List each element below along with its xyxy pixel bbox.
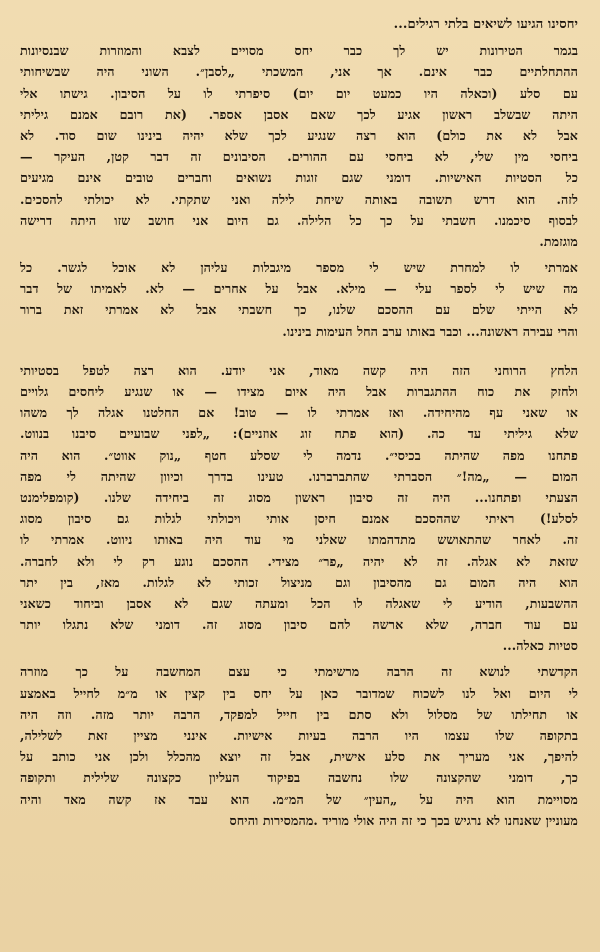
text-line: לזה. הוא דרש תשובה באותה שיחת לילה ואני שתקתי. לא יכולתי להסכים.: [20, 191, 578, 207]
text-line: עם עוד חברה, שלא ארשה להם סיבון מסוג זה. דומני שלא נתגלו יותר: [20, 617, 578, 633]
text-line: אמרתי לו למחרת שיש לי מספר מיגבלות עליהן לא אוכל לגשר. כל: [20, 260, 578, 276]
text-line: הצעתי ופתחנו... היה זה סיבון ראשון מסוג זה ביחידה שלנו. (קומפלימנט: [20, 489, 578, 505]
text-line: ביחסי מין שלי, לא ביחסי עם ההורים. הסיבונים זה דבר קטן, העיקר —: [20, 149, 578, 165]
text-line: כך, דומני שהקצונה שלו נחשבה בפיקוד העליון כקצונה שלילית ותקופה: [20, 770, 578, 786]
paragraph: [20, 40, 578, 252]
text-line: המום — „מה!״ הסברתי שהתברברנו. טעינו בדרך וכיוון שהיתה לי מפה: [20, 468, 578, 484]
text-line: סטיות כאלה...: [502, 638, 578, 654]
text-line: או תחילתו של מסלול ולא סתם בין חייל למפקד, הרבה יותר מזה. וזה היה: [20, 706, 578, 722]
text-line: הקדשתי לנושא זה הרבה מרשימתי כי עצם המחשבה על כך מוזרה: [20, 664, 578, 680]
text-line: והרי עבירה ראשונה... וכבר באותו ערב החל העימות בינינו.: [282, 323, 578, 339]
text-line: להיפך, אני מעריך את סלע אישית, אבל זה יוצא מהכלל ולכן אני כותב על: [20, 749, 578, 765]
text-line: בגמר הטירונות יש לך כבר יחס מסויים לצבא והמוזרות שבנסיונות: [20, 43, 578, 59]
text-line: לבסוף סיכמנו. חשבתי על כך כל הלילה. גם היום אני חושב שזו היתה דרישה: [20, 212, 578, 228]
text-line: שלא גיליתי עד כה. (הוא פתח זוג אוזניים): „לפני שבועיים סיבנו בנווט.: [20, 426, 578, 442]
paragraph: [20, 360, 578, 657]
text-line: ולחזק את כוח ההתגברות אבל היה איום מצידו — או שנגיע ליחסים גלויים: [20, 384, 578, 399]
text-line: מוגזמת.: [539, 233, 578, 249]
section-heading: יחסינו הגיעו לשיאים בלתי רגילים...: [393, 17, 578, 32]
text-line: שזאת לא אגלה. זה לא יהיה „פר״ מצידי. ההסכם נוגע רק לי ולא לחברה.: [20, 553, 578, 569]
text-line: לי היום ואל לנו לשכוח שמדובר כאן על יחס בין קצין או מ״מ לחייל באמצע: [20, 685, 578, 701]
text-line: מעוניין שאנחנו לא נרגיש בכך כי זה היה אולי מוריד .מהמסירות והיחס: [229, 812, 578, 828]
text-line: הלחץ הרוחני הזה היה קשה מאוד, אני יודע. הוא רצה לטפל בסטיותי: [20, 362, 578, 378]
text-line: ההשבעות, הודיע לי שאגלה לו הכל ומעתה שגם לא אסבן וביחוד כשאני: [20, 595, 578, 611]
text-line: פתחנו מפה שהיתה בכיסי״. נדמה לי שסלע חטף „נוק אווט״. הוא היה: [20, 447, 578, 463]
page-body: [20, 40, 578, 831]
text-line: מסויימת הוא היה על „העין״ של המ״מ. הוא עבד אז קשה מאד והיה: [20, 791, 578, 807]
text-line: היתה שבשלב ראשון אגיע לכך שאם אסבן אספר. (את רובם אמנם גיליתי: [20, 106, 578, 122]
text-line: ההתחלתיים כבר אינם. אך אני, המשכתי „לסבן״. השוני היה שבשיחותי: [20, 64, 578, 80]
paragraph-gap: [20, 342, 578, 360]
text-line: או שאני עף מהיחידה. ואז אמרתי לו — טוב! אם החלטנו אגלה לך משהו: [20, 405, 578, 421]
text-line: עם סלע (וכאלה היו כמעט יום יום) סיפרתי לו על הסיבון. גישתו אלי: [20, 85, 578, 101]
text-line: בתקופה שלו עצמו היו הרבה בעיות אישיות. אינני מציין זאת לשלילה,: [20, 728, 578, 743]
text-line: הוא היה המום גם מהסיבון וגם מניצול זכותי לא לגלות. מאז, בין יתר: [20, 574, 578, 590]
text-line: זה. לאחר שהתאושש מתדהמתו שאלני מי עוד היה באותו ניווט. אמרתי לו: [20, 532, 578, 548]
text-line: לסלע!) ראיתי שההסכם אמנם חיסן אותי ויכולתי לגלות גם סיבון מסוג: [20, 511, 578, 527]
text-line: מה שיש לי לספר עלי — מילא. אבל על אחרים — לא. לאמיתו של דבר: [20, 281, 578, 297]
paragraph: [20, 661, 578, 831]
text-line: כל הסטיות האישיות. דומני שגם זוגות נשואים וחברים טובים אינם מגיעים: [20, 170, 578, 186]
text-line: אבל לא את כולם) הוא רצה שנגיע לכך שלא יהיה בינינו שום סוד. לא: [20, 127, 578, 143]
paragraph: [20, 257, 578, 342]
text-line: לא הייתי שלם עם ההסכם שלנו, כך חשבתי אבל לא אמרתי זאת ברור: [20, 302, 578, 318]
